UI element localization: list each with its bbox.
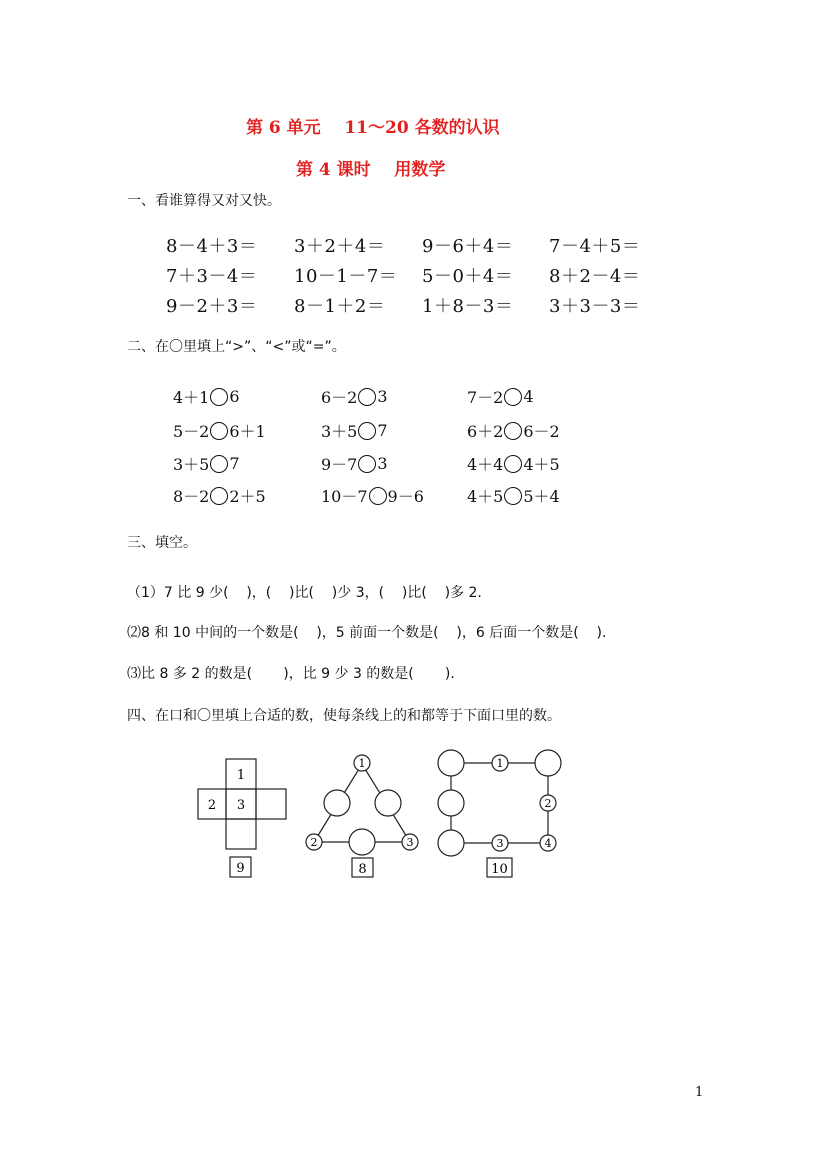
answer-circle[interactable] bbox=[210, 422, 228, 440]
answer-circle[interactable] bbox=[504, 422, 522, 440]
compare-left: 4＋5 bbox=[467, 487, 504, 506]
section-4-heading: 四、在口和〇里填上合适的数，使每条线上的和都等于下面口里的数。 bbox=[127, 708, 561, 724]
compare-right: 4＋5 bbox=[523, 455, 560, 474]
compare-right: 3 bbox=[377, 387, 388, 406]
square-puzzle bbox=[432, 748, 567, 880]
calc-item: 3＋3－3＝ bbox=[549, 296, 641, 317]
compare-left: 7－2 bbox=[467, 388, 504, 407]
calc-item: 8＋2－4＝ bbox=[549, 266, 641, 287]
calc-item: 10－1－7＝ bbox=[294, 266, 398, 287]
compare-item bbox=[467, 452, 560, 475]
square-right-value: 2 bbox=[544, 797, 552, 810]
triangle-bottom-right-value: 3 bbox=[406, 836, 414, 849]
triangle-bottom-left-value: 2 bbox=[310, 836, 318, 849]
lesson-title: 第 4 课时 用数学 bbox=[296, 160, 446, 180]
calc-item: 7＋3－4＝ bbox=[166, 266, 258, 287]
compare-right: 4 bbox=[523, 387, 534, 406]
compare-right: 5＋4 bbox=[523, 487, 560, 506]
square-corner-value: 4 bbox=[544, 837, 552, 850]
calc-item: 9－2＋3＝ bbox=[166, 296, 258, 317]
compare-grid bbox=[173, 385, 593, 515]
compare-right: 6－2 bbox=[523, 422, 560, 441]
square-top-left-circle[interactable] bbox=[438, 750, 464, 776]
square-top-right-circle[interactable] bbox=[535, 750, 561, 776]
compare-item bbox=[173, 452, 240, 475]
section-2-heading: 二、在〇里填上“>”、“<”或“=”。 bbox=[127, 339, 346, 355]
cross-top-value: 1 bbox=[236, 768, 246, 783]
answer-circle[interactable] bbox=[358, 388, 376, 406]
compare-left: 8－2 bbox=[173, 487, 210, 506]
compare-right: 3 bbox=[377, 454, 388, 473]
unit-title: 第 6 单元 11～20 各数的认识 bbox=[246, 118, 500, 138]
compare-right: 9－6 bbox=[387, 487, 424, 506]
compare-left: 10－7 bbox=[321, 487, 368, 506]
fill-item-3: ⑶比 8 多 2 的数是( )，比 9 少 3 的数是( ). bbox=[127, 666, 455, 682]
compare-right: 2＋5 bbox=[229, 487, 266, 506]
answer-circle[interactable] bbox=[369, 487, 387, 505]
cross-center-value: 3 bbox=[236, 798, 246, 813]
square-bottom-left-circle[interactable] bbox=[438, 830, 464, 856]
compare-item bbox=[173, 419, 266, 442]
answer-circle[interactable] bbox=[358, 455, 376, 473]
cross-target-value: 9 bbox=[236, 861, 245, 876]
compare-left: 6－2 bbox=[321, 388, 358, 407]
calc-item: 7－4＋5＝ bbox=[549, 236, 641, 257]
calc-item: 3＋2＋4＝ bbox=[294, 236, 386, 257]
answer-circle[interactable] bbox=[358, 422, 376, 440]
fill-item-1: （1）7 比 9 少( )，( )比( )少 3，( )比( )多 2. bbox=[127, 585, 482, 601]
triangle-right-circle[interactable] bbox=[375, 790, 401, 816]
section-3-heading: 三、填空。 bbox=[127, 535, 197, 551]
compare-right: 6＋1 bbox=[229, 422, 266, 441]
compare-left: 9－7 bbox=[321, 455, 358, 474]
cross-right-box[interactable] bbox=[256, 789, 286, 819]
compare-left: 4＋4 bbox=[467, 455, 504, 474]
compare-right: 7 bbox=[377, 421, 388, 440]
compare-item bbox=[467, 484, 560, 507]
calc-item: 9－6＋4＝ bbox=[422, 236, 514, 257]
square-left-circle[interactable] bbox=[438, 790, 464, 816]
answer-circle[interactable] bbox=[504, 455, 522, 473]
square-top-value: 1 bbox=[496, 757, 504, 770]
section-1-heading: 一、看谁算得又对又快。 bbox=[127, 193, 281, 209]
compare-item bbox=[321, 484, 424, 507]
compare-item bbox=[321, 385, 388, 408]
fill-item-2: ⑵8 和 10 中间的一个数是( )，5 前面一个数是( )，6 后面一个数是( ). bbox=[127, 625, 607, 641]
calc-item: 8－1＋2＝ bbox=[294, 296, 386, 317]
page-number: 1 bbox=[695, 1085, 704, 1100]
compare-item bbox=[173, 484, 266, 507]
compare-item bbox=[173, 385, 240, 408]
compare-left: 3＋5 bbox=[173, 455, 210, 474]
triangle-bottom-mid-circle[interactable] bbox=[349, 829, 375, 855]
compare-left: 6＋2 bbox=[467, 422, 504, 441]
answer-circle[interactable] bbox=[210, 487, 228, 505]
answer-circle[interactable] bbox=[504, 487, 522, 505]
square-target-value: 10 bbox=[491, 862, 508, 877]
calc-item: 8－4＋3＝ bbox=[166, 236, 258, 257]
compare-left: 5－2 bbox=[173, 422, 210, 441]
square-bottom-value: 3 bbox=[496, 837, 504, 850]
triangle-top-value: 1 bbox=[358, 757, 366, 770]
cross-puzzle bbox=[196, 755, 291, 880]
answer-circle[interactable] bbox=[210, 388, 228, 406]
triangle-puzzle bbox=[298, 750, 428, 880]
compare-left: 3＋5 bbox=[321, 422, 358, 441]
compare-right: 7 bbox=[229, 454, 240, 473]
answer-circle[interactable] bbox=[504, 388, 522, 406]
cross-left-value: 2 bbox=[207, 798, 217, 813]
calc-item: 1＋8－3＝ bbox=[422, 296, 514, 317]
triangle-left-circle[interactable] bbox=[324, 790, 350, 816]
compare-left: 4＋1 bbox=[173, 388, 210, 407]
answer-circle[interactable] bbox=[210, 455, 228, 473]
compare-right: 6 bbox=[229, 387, 240, 406]
calc-item: 5－0＋4＝ bbox=[422, 266, 514, 287]
compare-item bbox=[467, 419, 560, 442]
compare-item bbox=[321, 452, 388, 475]
triangle-target-value: 8 bbox=[358, 862, 367, 877]
compare-item bbox=[467, 385, 534, 408]
cross-bottom-box[interactable] bbox=[226, 819, 256, 849]
compare-item bbox=[321, 419, 388, 442]
